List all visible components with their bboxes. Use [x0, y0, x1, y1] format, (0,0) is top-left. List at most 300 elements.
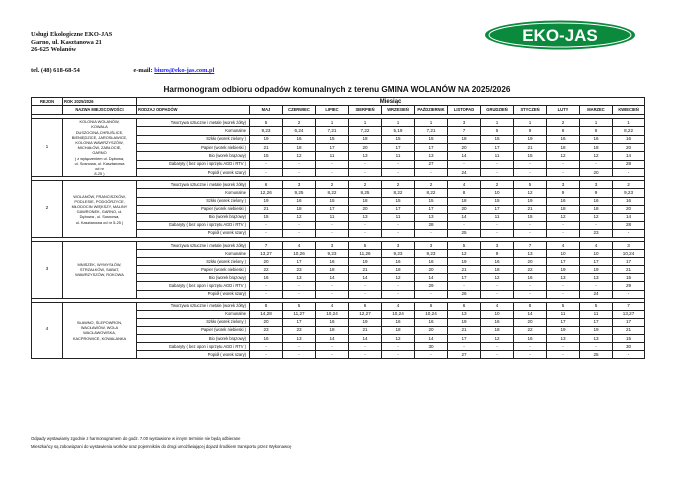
pickup-day-cell: 12 — [547, 152, 580, 160]
pickup-day-cell: 15 — [415, 197, 448, 205]
pickup-day-cell: - — [448, 343, 481, 351]
pickup-day-cell: 20 — [349, 205, 382, 213]
pickup-day-cell: - — [349, 290, 382, 298]
pickup-day-cell: 16 — [580, 197, 613, 205]
region-localities — [63, 119, 137, 177]
pickup-day-cell: 9 — [547, 189, 580, 197]
pickup-day-cell: 17 — [382, 144, 415, 152]
pickup-day-cell: 12 — [514, 189, 547, 197]
pickup-day-cell: 15 — [613, 274, 645, 282]
pickup-day-cell: 18 — [547, 205, 580, 213]
waste-type-label: Papier (worek niebieski ) — [137, 266, 250, 274]
locality-line: DUSZOCINA,CHRUŚLICE, — [75, 129, 124, 135]
pickup-day-cell: 3 — [283, 181, 316, 189]
pickup-day-cell: 21 — [514, 144, 547, 152]
pickup-day-cell: 2 — [481, 181, 514, 189]
region-localities — [63, 241, 137, 298]
pickup-day-cell: 8 — [250, 302, 283, 310]
pickup-day-cell: 21 — [514, 205, 547, 213]
pickup-day-cell: 14 — [613, 213, 645, 221]
pickup-day-cell: 6 — [349, 302, 382, 310]
pickup-day-cell: 5 — [448, 241, 481, 249]
pickup-day-cell: 19 — [547, 266, 580, 274]
pickup-day-cell: 13,27 — [250, 250, 283, 258]
pickup-day-cell: 30 — [415, 343, 448, 351]
pickup-day-cell: 23 — [283, 266, 316, 274]
month-header: CZERWIEC — [283, 106, 316, 115]
pickup-day-cell: - — [349, 168, 382, 176]
pickup-day-cell: 12 — [283, 152, 316, 160]
pickup-day-cell: - — [481, 221, 514, 229]
pickup-day-cell: 17 — [580, 258, 613, 266]
pickup-day-cell: 23 — [580, 229, 613, 237]
pickup-day-cell: - — [316, 160, 349, 168]
pickup-day-cell: - — [547, 221, 580, 229]
pickup-day-cell: 19 — [349, 318, 382, 326]
pickup-day-cell: 11 — [316, 213, 349, 221]
pickup-day-cell: 5 — [547, 302, 580, 310]
pickup-day-cell: 21 — [613, 326, 645, 334]
pickup-day-cell: 14,28 — [250, 310, 283, 318]
pickup-day-cell: 16 — [481, 258, 514, 266]
pickup-day-cell: - — [514, 221, 547, 229]
locality-line: KACPROWICE, KOWALANKA — [72, 335, 127, 341]
month-header: GRUDZIEŃ — [481, 106, 514, 115]
pickup-day-cell: 13 — [415, 152, 448, 160]
pickup-day-cell: 5 — [514, 181, 547, 189]
table-row — [32, 119, 645, 127]
pickup-day-cell: 13 — [547, 335, 580, 343]
pickup-day-cell: 1 — [382, 119, 415, 127]
region-number: 4 — [32, 302, 63, 359]
pickup-day-cell: 16 — [547, 135, 580, 143]
month-header: STYCZEŃ — [514, 106, 547, 115]
pickup-day-cell: 11 — [481, 213, 514, 221]
pickup-day-cell: 2 — [283, 119, 316, 127]
pickup-day-cell: 6 — [250, 181, 283, 189]
pickup-day-cell: - — [415, 229, 448, 237]
pickup-day-cell: 11 — [481, 152, 514, 160]
pickup-day-cell: - — [250, 343, 283, 351]
pickup-day-cell: 3 — [448, 119, 481, 127]
pickup-day-cell: 7,21 — [415, 127, 448, 135]
pickup-day-cell: 1 — [415, 119, 448, 127]
pickup-day-cell: - — [283, 290, 316, 298]
pickup-day-cell: 14 — [613, 152, 645, 160]
pickup-day-cell: - — [382, 343, 415, 351]
pickup-day-cell: 10 — [481, 189, 514, 197]
pickup-day-cell: 17 — [481, 205, 514, 213]
pickup-day-cell: 16 — [250, 274, 283, 282]
pickup-day-cell: 12 — [580, 213, 613, 221]
pickup-day-cell: 14 — [415, 335, 448, 343]
pickup-day-cell: 8,22 — [382, 189, 415, 197]
pickup-day-cell: - — [283, 282, 316, 290]
pickup-day-cell: - — [316, 229, 349, 237]
pickup-day-cell: 4 — [283, 241, 316, 249]
pickup-day-cell: 12 — [382, 335, 415, 343]
pickup-day-cell: 10,26 — [283, 250, 316, 258]
pickup-day-cell: 20 — [580, 168, 613, 176]
waste-type-label: Popiół ( worek szary) — [137, 229, 250, 237]
header-year: ROK 2025/2026 — [63, 98, 137, 106]
waste-type-label: Tworzywa sztuczne i metale (worek żółty) — [137, 181, 250, 189]
footer-notes — [31, 435, 291, 451]
pickup-day-cell: 9,23 — [250, 127, 283, 135]
pickup-day-cell: - — [283, 343, 316, 351]
pickup-day-cell: 8 — [448, 189, 481, 197]
month-header: WRZESIEŃ — [382, 106, 415, 115]
pickup-day-cell: - — [316, 343, 349, 351]
footer-line-1: Odpady wystawiamy zgodnie z harmonogramem do godz. 7.00 wystawione w innym terminie nie będą odbierane — [31, 436, 241, 441]
region-number: 3 — [32, 241, 63, 298]
month-header: MARZEC — [580, 106, 613, 115]
pickup-day-cell: - — [547, 282, 580, 290]
pickup-day-cell: - — [448, 221, 481, 229]
waste-type-label: Gabaryty ( bez opon i sprzętu AGD i RTV ) — [137, 160, 250, 168]
footer-line-2: Mieszkańcy są zobowiązani do wystawienia worków oraz pojemników do drogi umożliwiającej dojazd środkiem transportu przez Wykonawcę — [31, 444, 292, 449]
locality-line: SŁAWNO, ŚLEPOWRON, — [76, 320, 123, 326]
pickup-day-cell: - — [514, 351, 547, 359]
pickup-day-cell: 2 — [613, 181, 645, 189]
pickup-day-cell: - — [613, 290, 645, 298]
waste-type-label: Popiół ( worek szary) — [137, 290, 250, 298]
pickup-day-cell: 7 — [613, 302, 645, 310]
waste-type-label: Gabaryty ( bez opon i sprzętu AGD i RTV ) — [137, 221, 250, 229]
region-localities — [63, 302, 137, 359]
pickup-day-cell: - — [415, 168, 448, 176]
header-waste-type: RODZAJ ODPADÓW — [137, 106, 250, 115]
locality-line: MŁODOCIN WIĘKSZY, MALINY — [71, 203, 128, 209]
pickup-day-cell: 15 — [250, 152, 283, 160]
pickup-day-cell: - — [547, 160, 580, 168]
pickup-day-cell: 10,24 — [613, 250, 645, 258]
pickup-day-cell: 5 — [481, 127, 514, 135]
pickup-day-cell: - — [283, 168, 316, 176]
pickup-day-cell: 14 — [316, 274, 349, 282]
pickup-day-cell: 29 — [415, 282, 448, 290]
pickup-day-cell: 2 — [415, 181, 448, 189]
pickup-day-cell: 2 — [349, 181, 382, 189]
pickup-day-cell: 11,26 — [349, 250, 382, 258]
pickup-day-cell: - — [580, 282, 613, 290]
pickup-day-cell: - — [349, 351, 382, 359]
pickup-day-cell: 10,24 — [382, 310, 415, 318]
pickup-day-cell: - — [580, 221, 613, 229]
locality-line: KOWALA — [91, 124, 108, 130]
pickup-day-cell: 13 — [283, 274, 316, 282]
pickup-day-cell: 10,24 — [316, 310, 349, 318]
pickup-day-cell: 9,25 — [283, 189, 316, 197]
waste-type-label: Popiół ( worek szary) — [137, 351, 250, 359]
pickup-day-cell: 16 — [547, 197, 580, 205]
pickup-day-cell: 9 — [514, 127, 547, 135]
month-header: KWIECIEŃ — [613, 106, 645, 115]
pickup-day-cell: 14 — [349, 274, 382, 282]
pickup-day-cell: 7,21 — [316, 127, 349, 135]
pickup-day-cell: - — [382, 290, 415, 298]
pickup-day-cell: 29 — [613, 282, 645, 290]
pickup-day-cell: 20 — [514, 258, 547, 266]
locality-line: WACŁAWÓW, WOLA — [80, 325, 119, 331]
region-localities — [63, 181, 137, 238]
pickup-day-cell: 13 — [580, 335, 613, 343]
waste-type-label: Tworzywa sztuczne i metale (worek żółty) — [137, 302, 250, 310]
locality-line: WOLANÓW, FRANCISZKÓW, — [73, 193, 126, 199]
pickup-day-cell: - — [415, 290, 448, 298]
locality-line: PODLESIE, PODGÓRZYCE, — [74, 198, 125, 204]
pickup-day-cell: 3 — [382, 241, 415, 249]
company-name: Usługi Ekologiczne EKO-JAS — [31, 31, 113, 38]
locality-line: MICHAŁÓW, ZABŁOCIE, — [77, 145, 122, 151]
pickup-day-cell: - — [448, 282, 481, 290]
pickup-day-cell: 7 — [514, 241, 547, 249]
pickup-day-cell: 13 — [514, 250, 547, 258]
pickup-day-cell: 14 — [349, 335, 382, 343]
company-address-line1: Garno, ul. Kasztanowa 21 — [31, 38, 102, 46]
pickup-day-cell: 27 — [448, 351, 481, 359]
month-header: LISTOPAD — [448, 106, 481, 115]
pickup-day-cell: 10,24 — [415, 310, 448, 318]
pickup-day-cell: 16 — [415, 258, 448, 266]
pickup-day-cell: - — [316, 221, 349, 229]
pickup-day-cell: - — [481, 229, 514, 237]
schedule-table — [31, 97, 645, 359]
pickup-day-cell: 17 — [448, 335, 481, 343]
waste-type-label: Gabaryty ( bez opon i sprzętu AGD i RTV ) — [137, 282, 250, 290]
pickup-day-cell: 16 — [514, 274, 547, 282]
pickup-day-cell: - — [250, 282, 283, 290]
pickup-day-cell: 28 — [613, 221, 645, 229]
waste-type-label: Komunalne — [137, 189, 250, 197]
email-label: e-mail: — [133, 67, 153, 74]
pickup-day-cell: - — [349, 343, 382, 351]
pickup-day-cell: 19 — [514, 197, 547, 205]
pickup-day-cell: - — [547, 290, 580, 298]
pickup-day-cell: 14 — [448, 213, 481, 221]
locality-line: KOLONIA WAWRZYSZÓW, — [75, 139, 124, 145]
pickup-day-cell: 17 — [316, 205, 349, 213]
pickup-day-cell: 9 — [481, 250, 514, 258]
pickup-day-cell: 18 — [349, 135, 382, 143]
eko-jas-logo — [484, 20, 636, 50]
pickup-day-cell: 18 — [547, 144, 580, 152]
pickup-day-cell: 11 — [580, 310, 613, 318]
pickup-day-cell: 7,22 — [349, 127, 382, 135]
pickup-day-cell: 6,24 — [283, 127, 316, 135]
pickup-day-cell: 20 — [349, 144, 382, 152]
waste-type-label: Bio (worek brązowy) — [137, 335, 250, 343]
locality-line: od nr — [95, 165, 104, 171]
pickup-day-cell: - — [481, 282, 514, 290]
pickup-day-cell: 26 — [448, 290, 481, 298]
pickup-day-cell: 17 — [283, 258, 316, 266]
pickup-day-cell: 25 — [448, 229, 481, 237]
pickup-day-cell: 12 — [382, 274, 415, 282]
pickup-day-cell: 16 — [415, 318, 448, 326]
pickup-day-cell: - — [448, 160, 481, 168]
pickup-day-cell: 11 — [316, 152, 349, 160]
logo-text: EKO-JAS — [522, 26, 598, 45]
pickup-day-cell: 20 — [448, 144, 481, 152]
locality-line: GAWRONEK, GARNO, ul. — [76, 209, 123, 215]
pickup-day-cell: 15 — [382, 135, 415, 143]
pickup-day-cell: 17 — [580, 318, 613, 326]
pickup-day-cell: 22 — [514, 326, 547, 334]
pickup-day-cell: 19 — [580, 326, 613, 334]
pickup-day-cell: 19 — [448, 258, 481, 266]
pickup-day-cell: 15 — [250, 213, 283, 221]
pickup-day-cell: 4 — [547, 241, 580, 249]
waste-type-label: Bio (worek brązowy) — [137, 213, 250, 221]
pickup-day-cell: 9 — [580, 189, 613, 197]
pickup-day-cell: 17 — [283, 318, 316, 326]
pickup-day-cell: - — [349, 221, 382, 229]
locality-line: ul. Kasztanowa od nr 5-25 ) — [75, 219, 124, 225]
pickup-day-cell: 15 — [316, 197, 349, 205]
pickup-day-cell: - — [283, 221, 316, 229]
waste-type-label: Komunalne — [137, 310, 250, 318]
pickup-day-cell: 12 — [481, 274, 514, 282]
pickup-day-cell: 19 — [250, 135, 283, 143]
table-row — [32, 181, 645, 189]
pickup-day-cell: 3 — [613, 241, 645, 249]
pickup-day-cell: 9,23 — [316, 250, 349, 258]
pickup-day-cell: 24 — [580, 290, 613, 298]
pickup-day-cell: 14 — [448, 152, 481, 160]
pickup-day-cell: 9,23 — [613, 189, 645, 197]
pickup-day-cell: - — [580, 343, 613, 351]
pickup-day-cell: 18 — [580, 205, 613, 213]
locality-line: KOLONIA WOLANÓW, — [79, 119, 120, 125]
pickup-day-cell: 28 — [415, 221, 448, 229]
pickup-day-cell: 12 — [283, 213, 316, 221]
pickup-day-cell: 18 — [316, 326, 349, 334]
pickup-day-cell: 15 — [514, 213, 547, 221]
pickup-day-cell: 24 — [448, 168, 481, 176]
pickup-day-cell: 16 — [613, 197, 645, 205]
waste-type-label: Szkło (worek zielony ) — [137, 258, 250, 266]
pickup-day-cell: 17 — [547, 258, 580, 266]
page-title: Harmonogram odbioru odpadów komunalnych z terenu GMINA WOLANÓW NA 2025/2026 — [163, 85, 511, 94]
pickup-day-cell: 12,26 — [250, 189, 283, 197]
pickup-day-cell: 13 — [283, 335, 316, 343]
pickup-day-cell: 5,19 — [382, 127, 415, 135]
month-header: SIERPIEŃ — [349, 106, 382, 115]
pickup-day-cell: - — [481, 343, 514, 351]
pickup-day-cell: 12 — [547, 213, 580, 221]
pickup-day-cell: 11 — [382, 213, 415, 221]
pickup-day-cell: 21 — [349, 326, 382, 334]
pickup-day-cell: - — [250, 168, 283, 176]
locality-line: WAWRZYSZÓW, ROKOWA — [75, 272, 124, 278]
pickup-day-cell: 10 — [547, 250, 580, 258]
pickup-day-cell: 18 — [316, 266, 349, 274]
schedule-body — [32, 98, 645, 359]
pickup-day-cell: 20 — [613, 144, 645, 152]
locality-line: BIENIĘDZICE, JAROSŁAWICE, — [71, 134, 128, 140]
pickup-day-cell: 13 — [415, 213, 448, 221]
pickup-day-cell: - — [250, 229, 283, 237]
pickup-day-cell: 15 — [382, 197, 415, 205]
pickup-day-cell: 19 — [448, 318, 481, 326]
pickup-day-cell: 18 — [481, 266, 514, 274]
pickup-day-cell: 28 — [613, 160, 645, 168]
pickup-day-cell: 4 — [481, 302, 514, 310]
pickup-day-cell: 18 — [481, 326, 514, 334]
pickup-day-cell: - — [316, 290, 349, 298]
pickup-day-cell: 1 — [613, 119, 645, 127]
waste-type-label: Komunalne — [137, 127, 250, 135]
pickup-day-cell: 5 — [250, 119, 283, 127]
email-link[interactable]: biuro@eko-jas.com.pl — [154, 67, 215, 74]
pickup-day-cell: - — [382, 282, 415, 290]
pickup-day-cell: 16 — [580, 135, 613, 143]
pickup-day-cell: 20 — [448, 205, 481, 213]
pickup-day-cell: 18 — [382, 266, 415, 274]
month-header: LUTY — [547, 106, 580, 115]
pickup-day-cell: 18 — [349, 197, 382, 205]
pickup-day-cell: 15 — [613, 335, 645, 343]
waste-type-label: Szkło (worek zielony ) — [137, 197, 250, 205]
pickup-day-cell: 8,22 — [316, 189, 349, 197]
pickup-day-cell: 13,27 — [613, 310, 645, 318]
header-region: REJON — [32, 98, 63, 106]
pickup-day-cell: 7 — [250, 241, 283, 249]
pickup-day-cell: 9,23 — [382, 250, 415, 258]
month-header: LIPIEC — [316, 106, 349, 115]
pickup-day-cell: 2 — [316, 181, 349, 189]
pickup-day-cell: 13 — [547, 274, 580, 282]
pickup-day-cell: 12 — [448, 250, 481, 258]
pickup-day-cell: 22 — [514, 266, 547, 274]
pickup-day-cell: 6 — [547, 127, 580, 135]
pickup-day-cell: - — [547, 351, 580, 359]
waste-type-label: Tworzywa sztuczne i metale (worek żółty) — [137, 119, 250, 127]
pickup-day-cell: 4 — [316, 302, 349, 310]
pickup-day-cell: - — [613, 351, 645, 359]
pickup-day-cell: - — [547, 229, 580, 237]
locality-line: GARNO — [92, 150, 107, 156]
pickup-day-cell: 1 — [580, 119, 613, 127]
pickup-day-cell: 14 — [316, 335, 349, 343]
table-row — [32, 241, 645, 249]
pickup-day-cell: - — [250, 221, 283, 229]
pickup-day-cell: 18 — [580, 144, 613, 152]
pickup-day-cell: - — [382, 221, 415, 229]
pickup-day-cell: 6 — [448, 302, 481, 310]
company-block — [31, 31, 112, 54]
pickup-day-cell: 16 — [613, 135, 645, 143]
pickup-day-cell: 13 — [349, 213, 382, 221]
pickup-day-cell: 17 — [613, 258, 645, 266]
pickup-day-cell: 20 — [613, 205, 645, 213]
pickup-day-cell: - — [382, 168, 415, 176]
locality-line: MNISZEK, WYMYSŁÓW, — [77, 262, 122, 267]
waste-type-label: Tworzywa sztuczne i metale (worek żółty) — [137, 241, 250, 249]
pickup-day-cell: - — [316, 282, 349, 290]
pickup-day-cell: - — [613, 168, 645, 176]
pickup-day-cell: 16 — [382, 318, 415, 326]
waste-type-label: Bio (worek brązowy) — [137, 152, 250, 160]
pickup-day-cell: 17 — [415, 144, 448, 152]
waste-type-label: Gabaryty ( bez opon i sprzętu AGD i RTV ) — [137, 343, 250, 351]
pickup-day-cell: 11,27 — [283, 310, 316, 318]
locality-line: STRZAŁKÓW, SABAT, — [79, 267, 120, 273]
pickup-day-cell: - — [547, 343, 580, 351]
pickup-day-cell: 19 — [250, 197, 283, 205]
table-row — [32, 302, 645, 310]
